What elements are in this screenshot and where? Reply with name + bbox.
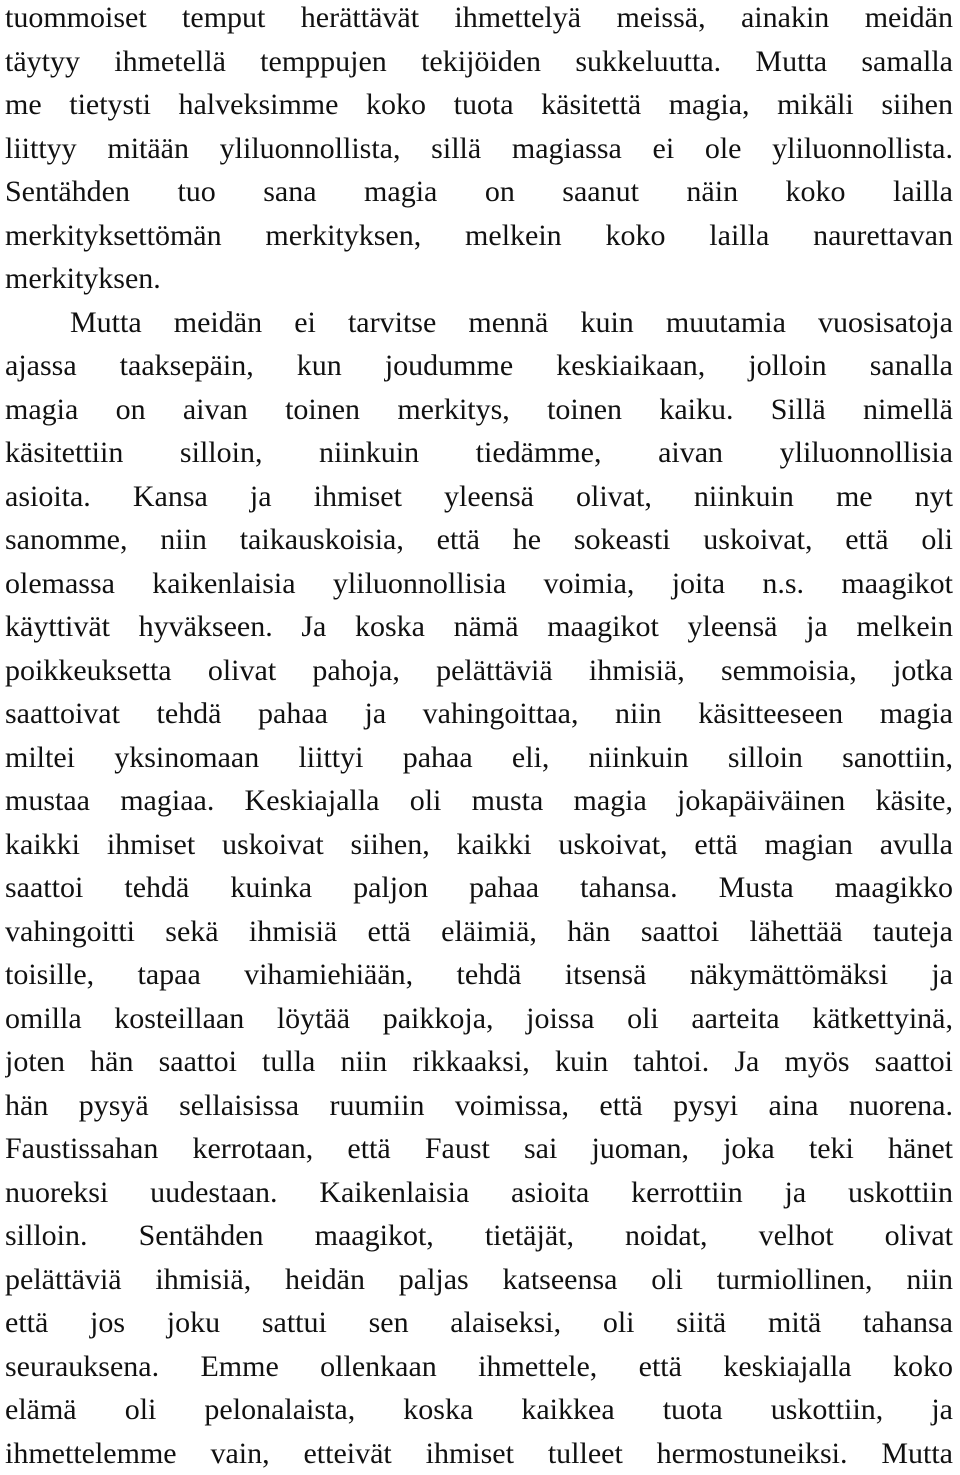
text-line: ajassa taaksepäin, kun joudumme keskiaikaan, jolloin sanalla bbox=[5, 344, 953, 388]
text-line: käsitettiin silloin, niinkuin tiedämme, aivan yliluonnollisia bbox=[5, 431, 953, 475]
text-line: saattoi tehdä kuinka paljon pahaa tahansa. Musta maagikko bbox=[5, 866, 953, 910]
text-line: merkityksen. bbox=[5, 257, 953, 301]
text-line: pelättäviä ihmisiä, heidän paljas katseensa oli turmiollinen, niin bbox=[5, 1258, 953, 1302]
text-line: täytyy ihmetellä temppujen tekijöiden sukkeluutta. Mutta samalla bbox=[5, 40, 953, 84]
text-line: että jos joku sattui sen alaiseksi, oli siitä mitä tahansa bbox=[5, 1301, 953, 1345]
text-line: merkityksettömän merkityksen, melkein koko lailla naurettavan bbox=[5, 214, 953, 258]
text-line: tuommoiset temput herättävät ihmettelyä meissä, ainakin meidän bbox=[5, 0, 953, 40]
text-line: olemassa kaikenlaisia yliluonnollisia voimia, joita n.s. maagikot bbox=[5, 562, 953, 606]
text-line: Faustissahan kerrotaan, että Faust sai juoman, joka teki hänet bbox=[5, 1127, 953, 1171]
text-line: käyttivät hyväkseen. Ja koska nämä maagikot yleensä ja melkein bbox=[5, 605, 953, 649]
text-line: omilla kosteillaan löytää paikkoja, joissa oli aarteita kätkettyinä, bbox=[5, 997, 953, 1041]
text-line: Sentähden tuo sana magia on saanut näin koko lailla bbox=[5, 170, 953, 214]
text-line: mustaa magiaa. Keskiajalla oli musta magia jokapäiväinen käsite, bbox=[5, 779, 953, 823]
text-line: asioita. Kansa ja ihmiset yleensä olivat, niinkuin me nyt bbox=[5, 475, 953, 519]
text-line: nuoreksi uudestaan. Kaikenlaisia asioita kerrottiin ja uskottiin bbox=[5, 1171, 953, 1215]
text-line: joten hän saattoi tulla niin rikkaaksi, kuin tahtoi. Ja myös saattoi bbox=[5, 1040, 953, 1084]
text-line: seurauksena. Emme ollenkaan ihmettele, että keskiajalla koko bbox=[5, 1345, 953, 1389]
text-line: kaikki ihmiset uskoivat siihen, kaikki uskoivat, että magian avulla bbox=[5, 823, 953, 867]
text-line: Mutta meidän ei tarvitse mennä kuin muutamia vuosisatoja bbox=[5, 301, 953, 345]
text-line: saattoivat tehdä pahaa ja vahingoittaa, niin käsitteeseen magia bbox=[5, 692, 953, 736]
text-line: silloin. Sentähden maagikot, tietäjät, noidat, velhot olivat bbox=[5, 1214, 953, 1258]
text-line: hän pysyä sellaisissa ruumiin voimissa, että pysyi aina nuorena. bbox=[5, 1084, 953, 1128]
text-line: toisille, tapaa vihamiehiään, tehdä itsensä näkymättömäksi ja bbox=[5, 953, 953, 997]
text-line: me tietysti halveksimme koko tuota käsitettä magia, mikäli siihen bbox=[5, 83, 953, 127]
paragraph bbox=[5, 0, 953, 301]
text-line: sanomme, niin taikauskoisia, että he sokeasti uskoivat, että oli bbox=[5, 518, 953, 562]
text-line: miltei yksinomaan liittyi pahaa eli, niinkuin silloin sanottiin, bbox=[5, 736, 953, 780]
text-line: magia on aivan toinen merkitys, toinen kaiku. Sillä nimellä bbox=[5, 388, 953, 432]
text-line: liittyy mitään yliluonnollista, sillä magiassa ei ole yliluonnollista. bbox=[5, 127, 953, 171]
paragraph bbox=[5, 301, 953, 1475]
text-line: elämä oli pelonalaista, koska kaikkea tuota uskottiin, ja bbox=[5, 1388, 953, 1432]
text-line: poikkeuksetta olivat pahoja, pelättäviä ihmisiä, semmoisia, jotka bbox=[5, 649, 953, 693]
document-page bbox=[5, 0, 953, 1475]
text-line: vahingoitti sekä ihmisiä että eläimiä, hän saattoi lähettää tauteja bbox=[5, 910, 953, 954]
text-line: ihmettelemme vain, etteivät ihmiset tulleet hermostuneiksi. Mutta bbox=[5, 1432, 953, 1475]
